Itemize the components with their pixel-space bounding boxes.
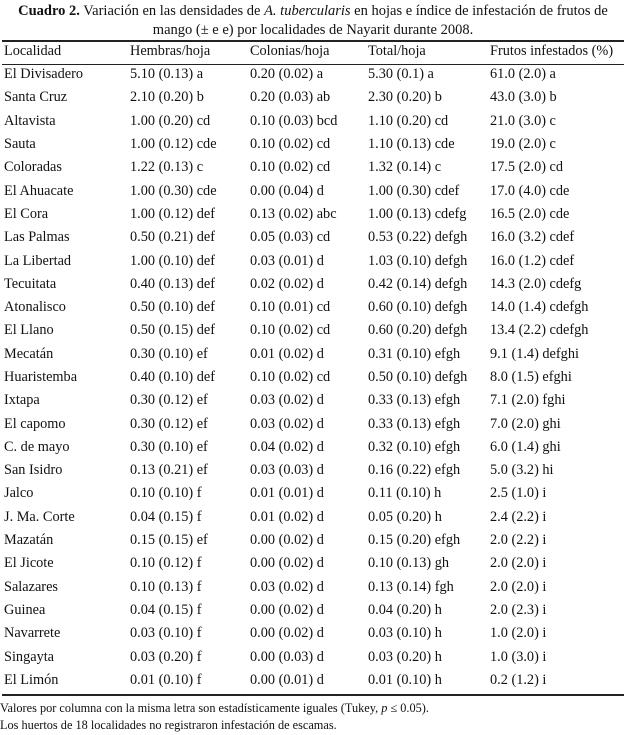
table-row: [4, 622, 626, 645]
cell-frutos: 14.0 (1.4) cdefgh: [490, 299, 589, 316]
cell-frutos: 16.0 (3.2) cdef: [490, 229, 575, 246]
cell-frutos: 1.0 (3.0) i: [490, 648, 547, 665]
table-row: [4, 436, 626, 459]
cell-colonias: 0.05 (0.03) cd: [250, 229, 331, 246]
cell-localidad: Santa Cruz: [4, 89, 68, 106]
cell-colonias: 0.01 (0.02) d: [250, 345, 324, 362]
cell-frutos: 16.0 (1.2) cdef: [490, 252, 575, 269]
note-1-p: p: [381, 701, 388, 715]
cell-frutos: 7.1 (2.0) fghi: [490, 392, 566, 409]
table-row: [4, 482, 626, 505]
cell-localidad: Navarrete: [4, 625, 61, 642]
cell-localidad: Singayta: [4, 648, 55, 665]
cell-frutos: 43.0 (3.0) b: [490, 89, 557, 106]
table-row: [4, 459, 626, 482]
table-row: [4, 599, 626, 622]
cell-frutos: 2.4 (2.2) i: [490, 508, 547, 525]
cell-colonias: 0.03 (0.01) d: [250, 252, 324, 269]
cell-localidad: Mazatán: [4, 532, 54, 549]
cell-localidad: Ixtapa: [4, 392, 40, 409]
caption-line-2: mango (± e e) por localidades de Nayarit durante 2008.: [152, 22, 474, 38]
cell-localidad: El Cora: [4, 205, 49, 222]
cell-colonias: 0.20 (0.03) ab: [250, 89, 331, 106]
header-row: [4, 40, 626, 63]
cell-colonias: 0.02 (0.02) d: [250, 275, 324, 292]
table-row: [4, 669, 626, 692]
cell-total: 0.03 (0.20) h: [368, 648, 442, 665]
cell-total: 0.16 (0.22) efgh: [368, 462, 461, 479]
cell-colonias: 0.00 (0.03) d: [250, 648, 324, 665]
cell-frutos: 16.5 (2.0) cde: [490, 205, 570, 222]
cell-total: 0.13 (0.14) fgh: [368, 578, 454, 595]
cell-localidad: Sauta: [4, 136, 36, 153]
cell-localidad: C. de mayo: [4, 438, 70, 455]
cell-localidad: Las Palmas: [4, 229, 70, 246]
cell-hembras: 0.10 (0.13) f: [130, 578, 202, 595]
cell-colonias: 0.20 (0.02) a: [250, 66, 324, 83]
cell-total: 0.32 (0.10) efgh: [368, 438, 461, 455]
cell-total: 0.05 (0.20) h: [368, 508, 442, 525]
cell-total: 1.32 (0.14) c: [368, 159, 442, 176]
header-frutos: Frutos infestados (%): [490, 43, 614, 59]
table-row: [4, 529, 626, 552]
cell-total: 0.04 (0.20) h: [368, 601, 442, 618]
cell-hembras: 0.13 (0.21) ef: [130, 462, 208, 479]
cell-total: 0.50 (0.10) defgh: [368, 369, 468, 385]
cell-colonias: 0.10 (0.02) cd: [250, 159, 331, 176]
cell-localidad: Guinea: [4, 601, 46, 618]
cell-total: 0.31 (0.10) efgh: [368, 345, 461, 362]
cell-frutos: 2.5 (1.0) i: [490, 485, 547, 502]
cell-frutos: 2.0 (2.0) i: [490, 578, 547, 595]
cell-localidad: La Libertad: [4, 252, 72, 269]
cell-hembras: 0.03 (0.10) f: [130, 625, 202, 642]
cell-localidad: Jalco: [4, 485, 34, 502]
caption-line-1: [0, 2, 626, 21]
cell-hembras: 1.22 (0.13) c: [130, 159, 204, 176]
cell-localidad: Coloradas: [4, 159, 62, 176]
cell-colonias: 0.03 (0.03) d: [250, 462, 324, 479]
cell-localidad: El capomo: [4, 415, 66, 432]
cell-colonias: 0.01 (0.02) d: [250, 508, 324, 525]
table-row: [4, 273, 626, 296]
cell-frutos: 61.0 (2.0) a: [490, 66, 556, 83]
note-1-before: Valores por columna con la misma letra son estadísticamente iguales (Tukey,: [0, 701, 382, 715]
cell-total: 1.03 (0.10) defgh: [368, 252, 468, 269]
cell-frutos: 7.0 (2.0) ghi: [490, 415, 561, 432]
table-row: [4, 343, 626, 366]
cell-hembras: 0.50 (0.15) def: [130, 322, 215, 339]
cell-colonias: 0.03 (0.02) d: [250, 392, 324, 409]
cell-frutos: 5.0 (3.2) hi: [490, 462, 554, 479]
table-row: [4, 389, 626, 412]
cell-hembras: 0.40 (0.13) def: [130, 275, 215, 292]
bottom-rule: [2, 694, 624, 696]
cell-frutos: 13.4 (2.2) cdefgh: [490, 322, 589, 339]
cell-hembras: 1.00 (0.10) def: [130, 252, 215, 269]
table-notes: [0, 700, 429, 734]
cell-total: 1.10 (0.20) cd: [368, 112, 449, 129]
cell-hembras: 0.10 (0.12) f: [130, 555, 202, 572]
cell-localidad: El Divisadero: [4, 66, 84, 83]
table-row: [4, 86, 626, 109]
cell-total: 0.53 (0.22) defgh: [368, 229, 468, 246]
cell-total: 1.10 (0.13) cde: [368, 136, 455, 153]
cell-localidad: J. Ma. Corte: [4, 508, 75, 525]
cell-localidad: Mecatán: [4, 345, 54, 362]
table-row: [4, 506, 626, 529]
cell-colonias: 0.00 (0.02) d: [250, 625, 324, 642]
cell-colonias: 0.10 (0.03) bcd: [250, 112, 338, 129]
data-table: [4, 40, 626, 692]
table-row: [4, 296, 626, 319]
caption-text-after: en hojas e índice de infestación de frutos de: [350, 3, 608, 19]
cell-total: 0.33 (0.13) efgh: [368, 392, 461, 409]
table-row: [4, 203, 626, 226]
table-row: [4, 179, 626, 202]
cell-total: 0.03 (0.10) h: [368, 625, 442, 642]
table-row: [4, 226, 626, 249]
cell-total: 5.30 (0.1) a: [368, 66, 434, 83]
note-significance: [0, 700, 429, 717]
table-row: [4, 110, 626, 133]
table-row: [4, 133, 626, 156]
cell-frutos: 2.0 (2.0) i: [490, 555, 547, 572]
header-colonias: Colonias/hoja: [250, 43, 330, 59]
cell-localidad: Tecuitata: [4, 275, 57, 292]
table-row: [4, 576, 626, 599]
cell-hembras: 0.15 (0.15) ef: [130, 532, 208, 549]
table-row: [4, 412, 626, 435]
cell-colonias: 0.03 (0.02) d: [250, 578, 324, 595]
cell-total: 1.00 (0.30) cdef: [368, 182, 460, 199]
cell-localidad: El Jicote: [4, 555, 54, 572]
cell-frutos: 2.0 (2.3) i: [490, 601, 547, 618]
cell-hembras: 0.10 (0.10) f: [130, 485, 202, 502]
cell-total: 0.42 (0.14) defgh: [368, 275, 468, 292]
cell-hembras: 2.10 (0.20) b: [130, 89, 204, 106]
table-row: [4, 645, 626, 668]
cell-colonias: 0.04 (0.02) d: [250, 438, 324, 455]
cell-total: 2.30 (0.20) b: [368, 89, 442, 106]
cell-localidad: San Isidro: [4, 462, 63, 479]
table-row: [4, 366, 626, 389]
cell-total: 0.10 (0.13) gh: [368, 555, 450, 572]
cell-hembras: 0.04 (0.15) f: [130, 508, 202, 525]
cell-colonias: 0.10 (0.02) cd: [250, 136, 331, 153]
table-row: [4, 552, 626, 575]
header-localidad: Localidad: [4, 43, 62, 59]
header-total: Total/hoja: [368, 43, 426, 59]
caption-text-before: Variación en las densidades de: [79, 3, 265, 19]
cell-hembras: 0.01 (0.10) f: [130, 671, 202, 688]
cell-frutos: 21.0 (3.0) c: [490, 112, 556, 129]
cell-colonias: 0.00 (0.01) d: [250, 671, 324, 688]
cell-frutos: 0.2 (1.2) i: [490, 671, 547, 688]
cell-hembras: 0.04 (0.15) f: [130, 601, 202, 618]
cell-frutos: 8.0 (1.5) efghi: [490, 369, 572, 385]
cell-total: 0.11 (0.10) h: [368, 485, 442, 502]
cell-colonias: 0.01 (0.01) d: [250, 485, 324, 502]
cell-hembras: 1.00 (0.20) cd: [130, 112, 211, 129]
header-hembras: Hembras/hoja: [130, 43, 211, 59]
caption-label: Cuadro 2.: [18, 3, 80, 19]
cell-colonias: 0.00 (0.02) d: [250, 601, 324, 618]
cell-colonias: 0.10 (0.01) cd: [250, 299, 331, 316]
cell-frutos: 9.1 (1.4) defghi: [490, 345, 579, 362]
caption-species: A. tubercularis: [264, 3, 351, 19]
cell-colonias: 0.10 (0.02) cd: [250, 369, 331, 385]
cell-colonias: 0.00 (0.04) d: [250, 182, 324, 199]
cell-localidad: Huaristemba: [4, 369, 78, 385]
cell-colonias: 0.00 (0.02) d: [250, 555, 324, 572]
cell-colonias: 0.00 (0.02) d: [250, 532, 324, 549]
cell-localidad: Altavista: [4, 112, 56, 129]
cell-frutos: 19.0 (2.0) c: [490, 136, 556, 153]
cell-total: 0.15 (0.20) efgh: [368, 532, 461, 549]
table-body: [4, 63, 626, 692]
cell-colonias: 0.10 (0.02) cd: [250, 322, 331, 339]
cell-hembras: 0.30 (0.10) ef: [130, 345, 208, 362]
cell-localidad: El Limón: [4, 671, 59, 688]
cell-hembras: 1.00 (0.12) def: [130, 205, 215, 222]
cell-frutos: 14.3 (2.0) cdefg: [490, 275, 582, 292]
table-row: [4, 319, 626, 342]
cell-frutos: 6.0 (1.4) ghi: [490, 438, 561, 455]
cell-total: 0.60 (0.10) defgh: [368, 299, 468, 316]
cell-total: 0.33 (0.13) efgh: [368, 415, 461, 432]
table-caption: [0, 2, 626, 40]
note-orchards: Los huertos de 18 localidades no registraron infestación de escamas.: [0, 718, 337, 732]
cell-total: 1.00 (0.13) cdefg: [368, 205, 467, 222]
note-1-after: ≤ 0.05).: [387, 701, 429, 715]
cell-hembras: 1.00 (0.12) cde: [130, 136, 217, 153]
cell-frutos: 2.0 (2.2) i: [490, 532, 547, 549]
cell-hembras: 0.50 (0.21) def: [130, 229, 215, 246]
table-row: [4, 156, 626, 179]
cell-hembras: 0.30 (0.12) ef: [130, 392, 208, 409]
cell-hembras: 0.30 (0.12) ef: [130, 415, 208, 432]
table-row: [4, 249, 626, 272]
cell-hembras: 0.30 (0.10) ef: [130, 438, 208, 455]
table-row: [4, 63, 626, 86]
cell-colonias: 0.13 (0.02) abc: [250, 205, 337, 222]
cell-hembras: 5.10 (0.13) a: [130, 66, 204, 83]
cell-localidad: Salazares: [4, 578, 58, 595]
cell-hembras: 0.40 (0.10) def: [130, 369, 215, 385]
cell-total: 0.60 (0.20) defgh: [368, 322, 468, 339]
cell-frutos: 17.5 (2.0) cd: [490, 159, 564, 176]
cell-localidad: El Ahuacate: [4, 182, 74, 199]
cell-frutos: 17.0 (4.0) cde: [490, 182, 570, 199]
cell-frutos: 1.0 (2.0) i: [490, 625, 547, 642]
cell-localidad: El Llano: [4, 322, 54, 339]
cell-localidad: Atonalisco: [4, 299, 66, 316]
cell-hembras: 1.00 (0.30) cde: [130, 182, 217, 199]
cell-hembras: 0.50 (0.10) def: [130, 299, 215, 316]
cell-total: 0.01 (0.10) h: [368, 671, 442, 688]
cell-colonias: 0.03 (0.02) d: [250, 415, 324, 432]
cell-hembras: 0.03 (0.20) f: [130, 648, 202, 665]
